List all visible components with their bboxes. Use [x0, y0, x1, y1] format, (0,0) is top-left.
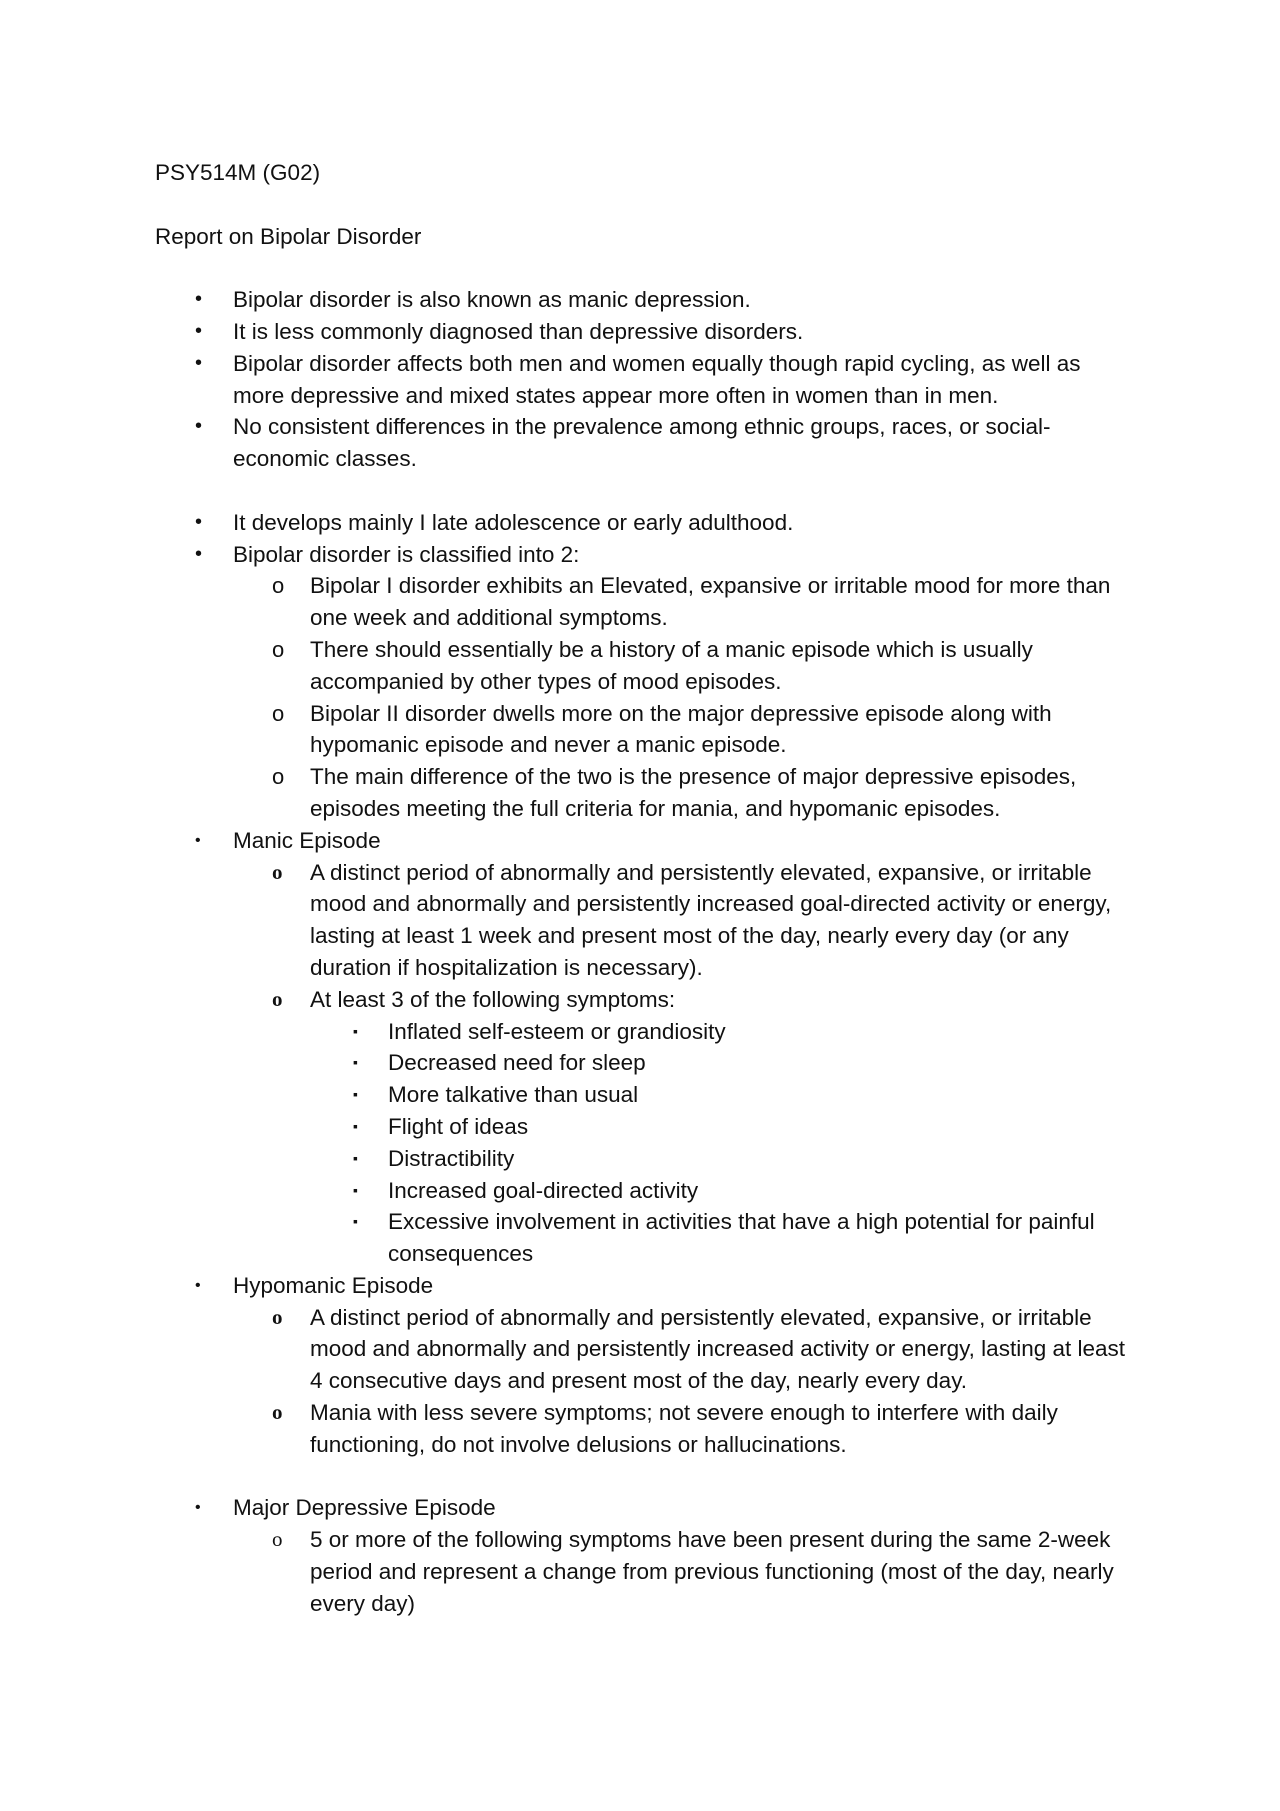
circle-marker: o: [272, 859, 283, 884]
list-item-text: More talkative than usual: [388, 1082, 639, 1108]
square-marker: ▪: [353, 1149, 358, 1166]
bullet-marker: •: [195, 510, 203, 533]
sub-list-item: [155, 634, 1125, 698]
list-item-text: A distinct period of abnormally and persistently elevated, expansive, or irritable mood and abnormally and persistently increased goal-directed activity or energy, lasting at least 1 week and present most of the day, nearly every day (or any duration if hospitalization is necessary).: [310, 859, 1112, 980]
circle-marker: o: [272, 636, 285, 662]
symptom-item: [155, 1047, 1125, 1079]
list-item-text: Bipolar II disorder dwells more on the major depressive episode along with hypomanic episode and never a manic episode.: [310, 700, 1052, 758]
section-heading: Manic Episode: [233, 827, 381, 853]
list-item-text: Flight of ideas: [388, 1113, 529, 1139]
list-item-text: The main difference of the two is the presence of major depressive episodes, episodes meeting the full criteria for mania, and hypomanic episodes.: [310, 764, 1077, 821]
list-item-text: Bipolar disorder is classified into 2:: [233, 541, 580, 567]
symptom-item: [155, 1016, 1125, 1048]
bullet-marker: •: [195, 1276, 201, 1294]
list-item-text: A distinct period of abnormally and persistently elevated, expansive, or irritable mood and abnormally and persistently increased activity or energy, lasting at least 4 consecutive days and present most of the day, nearly every day.: [310, 1304, 1126, 1394]
spacer: [155, 475, 1125, 507]
sub-list-item: [155, 761, 1125, 825]
list-item-text: Mania with less severe symptoms; not severe enough to interfere with daily functioning, do not involve delusions or hallucinations.: [310, 1400, 1058, 1457]
bullet-marker: •: [195, 351, 203, 374]
list-item: [155, 284, 1125, 316]
bullet-marker: •: [195, 288, 203, 311]
sub-list-item: [155, 1397, 1125, 1461]
list-item-text: It develops mainly I late adolescence or early adulthood.: [233, 509, 794, 535]
bullet-marker: •: [195, 542, 203, 565]
sub-list-item: [155, 857, 1125, 984]
circle-marker: o: [272, 573, 285, 599]
list-item-text: Inflated self-esteem or grandiosity: [388, 1018, 726, 1044]
sub-list-item: [155, 570, 1125, 634]
list-item-hypomanic: [155, 1270, 1125, 1302]
circle-marker: o: [272, 700, 285, 726]
symptom-item: [155, 1079, 1125, 1111]
circle-marker: o: [272, 1527, 283, 1552]
list-item: [155, 411, 1125, 475]
list-item-text: Bipolar I disorder exhibits an Elevated, expansive or irritable mood for more than one week and additional symptoms.: [310, 573, 1111, 631]
bullet-marker: •: [195, 1499, 201, 1517]
circle-marker: o: [272, 1304, 283, 1329]
list-item-text: No consistent differences in the prevalence among ethnic groups, races, or social-economic classes.: [233, 414, 1051, 472]
list-item: [155, 316, 1125, 348]
list-item-text: Bipolar disorder is also known as manic depression.: [233, 287, 751, 313]
list-item-depressive: [155, 1492, 1125, 1524]
list-item: [155, 348, 1125, 412]
list-item-text: Increased goal-directed activity: [388, 1177, 699, 1203]
symptom-item: [155, 1111, 1125, 1143]
square-marker: ▪: [353, 1117, 358, 1134]
document-title: Report on Bipolar Disorder: [155, 223, 422, 249]
sub-list-item: [155, 984, 1125, 1016]
section-heading: Major Depressive Episode: [233, 1495, 496, 1521]
sub-list-item: [155, 698, 1125, 762]
bullet-marker: •: [195, 319, 203, 342]
bullet-list-intro: [155, 284, 1125, 475]
list-item-text: 5 or more of the following symptoms have been present during the same 2-week period and represent a change from previous functioning (most of the day, nearly every day): [310, 1527, 1114, 1616]
bullet-list-main: [155, 507, 1125, 1461]
bullet-list-depressive: [155, 1492, 1125, 1619]
symptom-item: [155, 1206, 1125, 1270]
list-item-manic: [155, 825, 1125, 857]
sub-list-item: [155, 1302, 1125, 1397]
square-marker: ▪: [353, 1022, 358, 1039]
circle-marker: o: [272, 764, 285, 790]
spacer: [155, 1461, 1125, 1493]
list-item-text: There should essentially be a history of a manic episode which is usually accompanied by other types of mood episodes.: [310, 636, 1033, 694]
list-item-text: Excessive involvement in activities that have a high potential for painful consequences: [388, 1209, 1095, 1267]
spacer: [155, 252, 1125, 284]
bullet-marker: •: [195, 415, 203, 438]
sub-list-item: [155, 1524, 1125, 1619]
circle-marker: o: [272, 1400, 283, 1425]
list-item-text: Bipolar disorder affects both men and women equally though rapid cycling, as well as more depressive and mixed states appear more often in women than in men.: [233, 350, 1081, 408]
square-marker: ▪: [353, 1054, 358, 1071]
square-marker: ▪: [353, 1086, 358, 1103]
symptom-item: [155, 1143, 1125, 1175]
list-item: [155, 539, 1125, 571]
list-item-text: Distractibility: [388, 1145, 515, 1171]
list-item-text: It is less commonly diagnosed than depressive disorders.: [233, 318, 804, 344]
bullet-marker: •: [195, 831, 201, 849]
list-item-text: Decreased need for sleep: [388, 1050, 646, 1076]
document-body: [155, 157, 1125, 1620]
square-marker: ▪: [353, 1181, 358, 1198]
list-item-text: At least 3 of the following symptoms:: [310, 986, 676, 1012]
circle-marker: o: [272, 986, 283, 1011]
section-heading: Hypomanic Episode: [233, 1272, 434, 1298]
list-item: [155, 507, 1125, 539]
course-code: PSY514M (G02): [155, 160, 321, 185]
square-marker: ▪: [353, 1213, 358, 1230]
symptom-item: [155, 1175, 1125, 1207]
